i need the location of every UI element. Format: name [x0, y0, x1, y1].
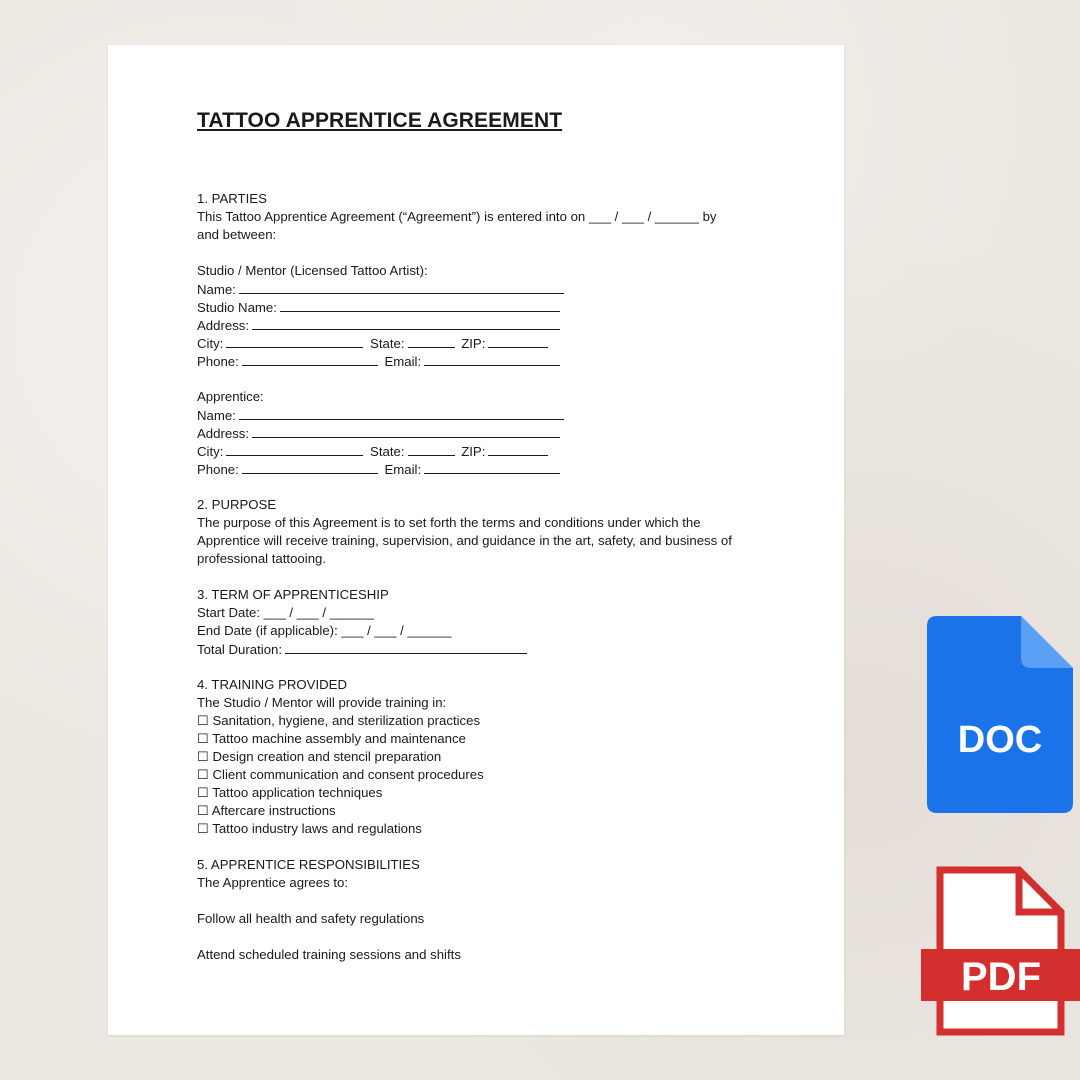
studio-address-field[interactable]	[252, 316, 560, 330]
apprentice-phone-field[interactable]	[242, 460, 378, 474]
term-start-date: Start Date: ___ / ___ / ______	[197, 605, 374, 620]
parties-intro-line-1: This Tattoo Apprentice Agreement (“Agreement”) is entered into on ___ / ___ / ______ by	[197, 209, 717, 224]
training-checklist-item[interactable]: ☐ Client communication and consent procedures	[197, 767, 484, 782]
field-label: Name:	[197, 408, 236, 423]
field-label: State:	[370, 444, 405, 459]
purpose-line-3: professional tattooing.	[197, 551, 327, 566]
pdf-label: PDF	[961, 955, 1041, 999]
training-checklist-item[interactable]: ☐ Tattoo application techniques	[197, 785, 383, 800]
field-label: State:	[370, 336, 405, 351]
apprentice-phone-row	[197, 460, 817, 478]
studio-phone-field[interactable]	[242, 352, 378, 366]
field-label: Email:	[384, 462, 422, 477]
term-total-duration-row	[197, 640, 817, 658]
studio-phone-row	[197, 352, 817, 370]
apprentice-name-field[interactable]	[239, 406, 564, 420]
field-label: Name:	[197, 282, 236, 297]
section-heading-purpose: 2. PURPOSE	[197, 497, 277, 512]
responsibility-item: Follow all health and safety regulations	[197, 911, 425, 926]
section-heading-parties: 1. PARTIES	[197, 191, 267, 206]
apprentice-address-field[interactable]	[252, 424, 560, 438]
studio-name-field[interactable]	[280, 298, 560, 312]
pdf-file-icon	[921, 866, 1080, 1036]
training-intro: The Studio / Mentor will provide training in:	[197, 695, 447, 710]
training-checklist-item[interactable]: ☐ Aftercare instructions	[197, 803, 336, 818]
field-label: Phone:	[197, 354, 239, 369]
apprentice-label: Apprentice:	[197, 389, 264, 404]
parties-intro-line-2: and between:	[197, 227, 277, 242]
studio-zip-field[interactable]	[488, 334, 548, 348]
responsibility-item: Attend scheduled training sessions and shifts	[197, 947, 461, 962]
doc-label: DOC	[957, 719, 1043, 761]
field-label: City:	[197, 336, 224, 351]
document-content	[197, 109, 817, 964]
responsibilities-intro: The Apprentice agrees to:	[197, 875, 349, 890]
studio-label: Studio / Mentor (Licensed Tattoo Artist):	[197, 263, 428, 278]
studio-city-field[interactable]	[226, 334, 363, 348]
studio-name-row	[197, 280, 817, 298]
studio-mentor-name-field[interactable]	[239, 280, 564, 294]
apprentice-email-field[interactable]	[424, 460, 560, 474]
term-end-date: End Date (if applicable): ___ / ___ / ______	[197, 623, 452, 638]
field-label: Total Duration:	[197, 642, 283, 657]
field-label: City:	[197, 444, 224, 459]
field-label: ZIP:	[461, 444, 486, 459]
apprentice-state-field[interactable]	[408, 442, 455, 456]
purpose-line-1: The purpose of this Agreement is to set forth the terms and conditions under which the	[197, 515, 701, 530]
document-title: TATTOO APPRENTICE AGREEMENT	[197, 109, 563, 132]
field-label: Address:	[197, 426, 250, 441]
studio-email-field[interactable]	[424, 352, 560, 366]
training-checklist-item[interactable]: ☐ Tattoo machine assembly and maintenance	[197, 731, 466, 746]
apprentice-name-row	[197, 406, 817, 424]
field-label: Address:	[197, 318, 250, 333]
apprentice-city-field[interactable]	[226, 442, 363, 456]
purpose-line-2: Apprentice will receive training, supervision, and guidance in the art, safety, and business of	[197, 533, 732, 548]
studio-address-row	[197, 316, 817, 334]
training-checklist-item[interactable]: ☐ Sanitation, hygiene, and sterilization practices	[197, 713, 481, 728]
document-page	[108, 45, 844, 1035]
total-duration-field[interactable]	[285, 640, 527, 654]
training-checklist-item[interactable]: ☐ Tattoo industry laws and regulations	[197, 821, 422, 836]
apprentice-city-row	[197, 442, 817, 460]
doc-file-icon	[927, 616, 1073, 813]
training-checklist-item[interactable]: ☐ Design creation and stencil preparation	[197, 749, 442, 764]
field-label: Studio Name:	[197, 300, 277, 315]
apprentice-zip-field[interactable]	[488, 442, 548, 456]
apprentice-address-row	[197, 424, 817, 442]
section-heading-responsibilities: 5. APPRENTICE RESPONSIBILITIES	[197, 857, 420, 872]
section-heading-term: 3. TERM OF APPRENTICESHIP	[197, 587, 389, 602]
studio-studio-name-row	[197, 298, 817, 316]
studio-state-field[interactable]	[408, 334, 455, 348]
studio-city-row	[197, 334, 817, 352]
field-label: ZIP:	[461, 336, 486, 351]
section-heading-training: 4. TRAINING PROVIDED	[197, 677, 347, 692]
field-label: Phone:	[197, 462, 239, 477]
field-label: Email:	[384, 354, 422, 369]
